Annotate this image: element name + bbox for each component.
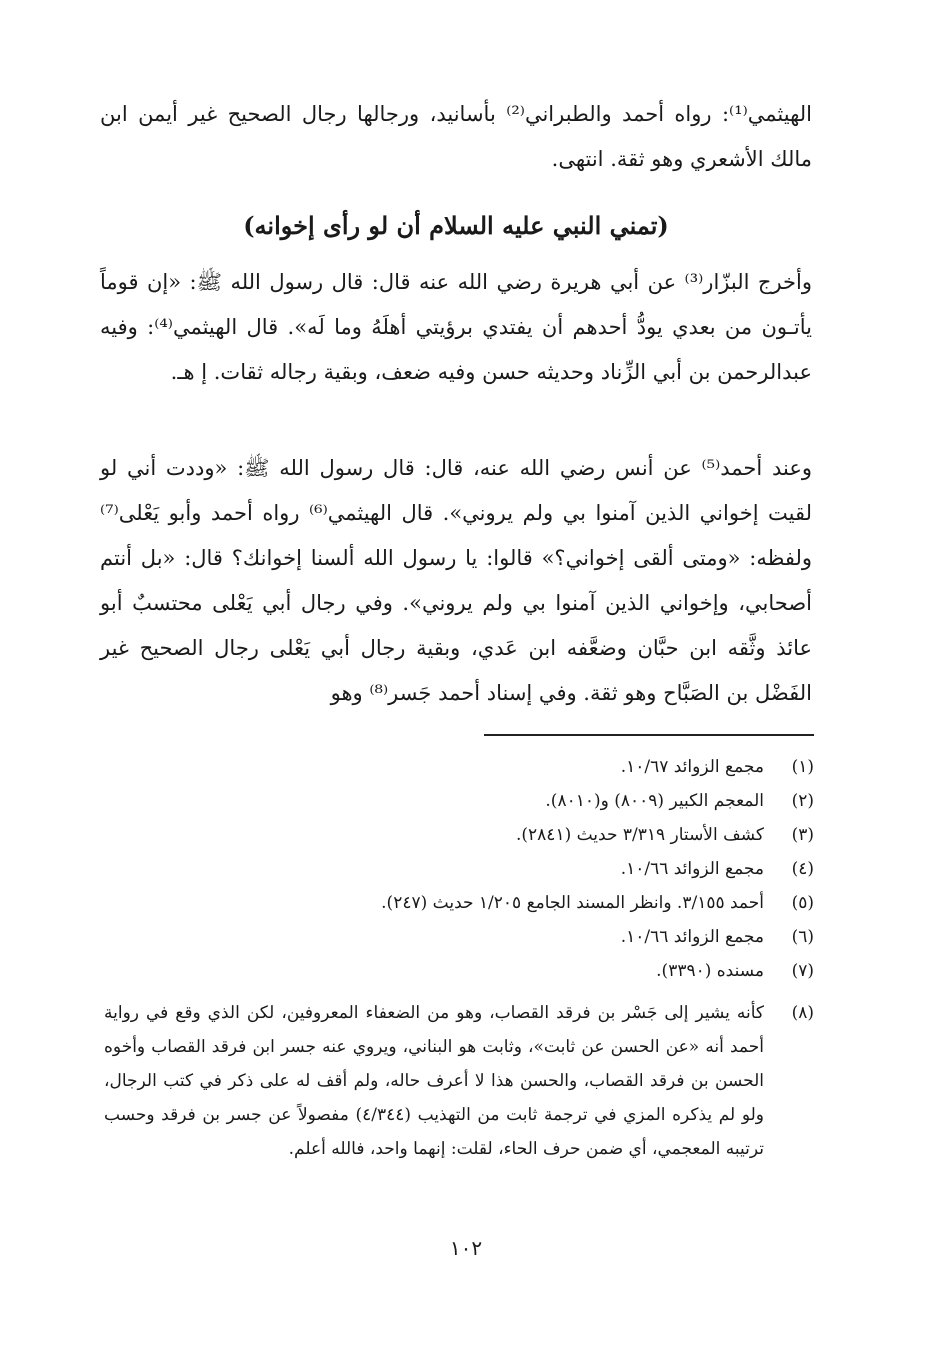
paragraph-2-text: وأخرج البزّار⁽³⁾ عن أبي هريرة رضي الله عنه قال: قال رسول الله ﷺ: «إن قوماً يأتـون من بعدي يودُّ أحدهم أن يفتدي برؤيتي أهلَهُ وما لَه». قال الهيثمي⁽⁴⁾: وفيه عبدالرحمن بن أبي الزِّناد وحديثه حسن وفيه ضعف، وبقية رجاله ثقات. إ هـ. (100, 270, 812, 384)
footnote-number: (٨) (791, 1003, 814, 1023)
paragraph-1 (100, 92, 812, 182)
footnote-3 (104, 818, 814, 852)
footnote-number: (٧) (791, 961, 814, 981)
paragraph-1-text: الهيثمي⁽¹⁾: رواه أحمد والطبراني⁽²⁾ بأسانيد، ورجالها رجال الصحيح غير أيمن ابن مالك الأشعري وهو ثقة. انتهى. (100, 102, 812, 171)
footnote-text: مسنده (٣٣٩٠). (656, 961, 764, 981)
footnote-7 (104, 954, 814, 988)
footnote-2 (104, 784, 814, 818)
footnote-text: مجمع الزوائد ١٠/٦٦. (620, 859, 764, 879)
paragraph-3-text: وعند أحمد⁽⁵⁾ عن أنس رضي الله عنه، قال: قال رسول الله ﷺ: «وددت أني لو لقيت إخواني الذين آمنوا بي ولم يروني». قال الهيثمي⁽⁶⁾ رواه أحمد وأبو يَعْلى⁽⁷⁾ ولفظه: «ومتى ألقى إخواني؟» قالوا: يا رسول الله ألسنا إخوانك؟ قال: «بل أنتم أصحابي، وإخواني الذين آمنوا بي ولم يروني». وفي رجال أبي يَعْلى محتسبٌ أبو عائذ وثَّقه ابن حبَّان وضعَّفه ابن عَدي، وبقية رجال أبي يَعْلى رجال الصحيح غير الفَضْل بن الصَبَّاح وهو ثقة. وفي إسناد أحمد جَسر⁽⁸⁾ وهو (100, 456, 813, 705)
footnote-number: (٦) (791, 927, 814, 947)
footnote-text: كأنه يشير إلى جَسْر بن فرقد القصاب، وهو من الضعفاء المعروفين، لكن الذي وقع في رواية أحمد أنه «عن الحسن عن ثابت»، وثابت هو البناني، ويروي عنه جسر ابن فرقد القصاب وأخوه الحسن بن فرقد القصاب، والحسن هذا لا أعرف حاله، ولم أقف له على ذكر في كتب الرجال، ولو لم يذكره المزي في ترجمة ثابت من التهذيب (٤/٣٤٤) مفصولاً عن جسر بن فرقد وحسب ترتيبه المعجمي، أي ضمن حرف الحاء، لقلت: إنهما واحد، فالله أعلم. (104, 1003, 764, 1159)
footnote-4 (104, 852, 814, 886)
footnote-text: المعجم الكبير (٨٠٠٩) و(٨٠١٠). (545, 791, 764, 811)
footnote-text: أحمد ٣/١٥٥. وانظر المسند الجامع ١/٢٠٥ حديث (٢٤٧). (381, 893, 764, 913)
footnotes (104, 750, 814, 1166)
footnote-number: (٣) (791, 825, 814, 845)
footnote-text: مجمع الزوائد ١٠/٦٦. (620, 927, 764, 947)
footnote-6 (104, 920, 814, 954)
footnote-divider (484, 734, 814, 736)
footnote-number: (٥) (791, 893, 814, 913)
footnote-5 (104, 886, 814, 920)
footnote-number: (٢) (791, 791, 814, 811)
footnote-number: (٤) (791, 859, 814, 879)
footnote-text: كشف الأستار ٣/٣١٩ حديث (٢٨٤١). (516, 825, 764, 845)
paragraph-3 (100, 446, 812, 716)
page-number: ١٠٢ (449, 1236, 483, 1260)
footnote-text: مجمع الزوائد ١٠/٦٧. (620, 757, 764, 777)
paragraph-2 (100, 260, 812, 395)
footnote-1 (104, 750, 814, 784)
footnote-number: (١) (791, 757, 814, 777)
footnote-8 (104, 996, 814, 1166)
section-heading: (تمني النبي عليه السلام أن لو رأى إخوانه) (243, 211, 669, 240)
